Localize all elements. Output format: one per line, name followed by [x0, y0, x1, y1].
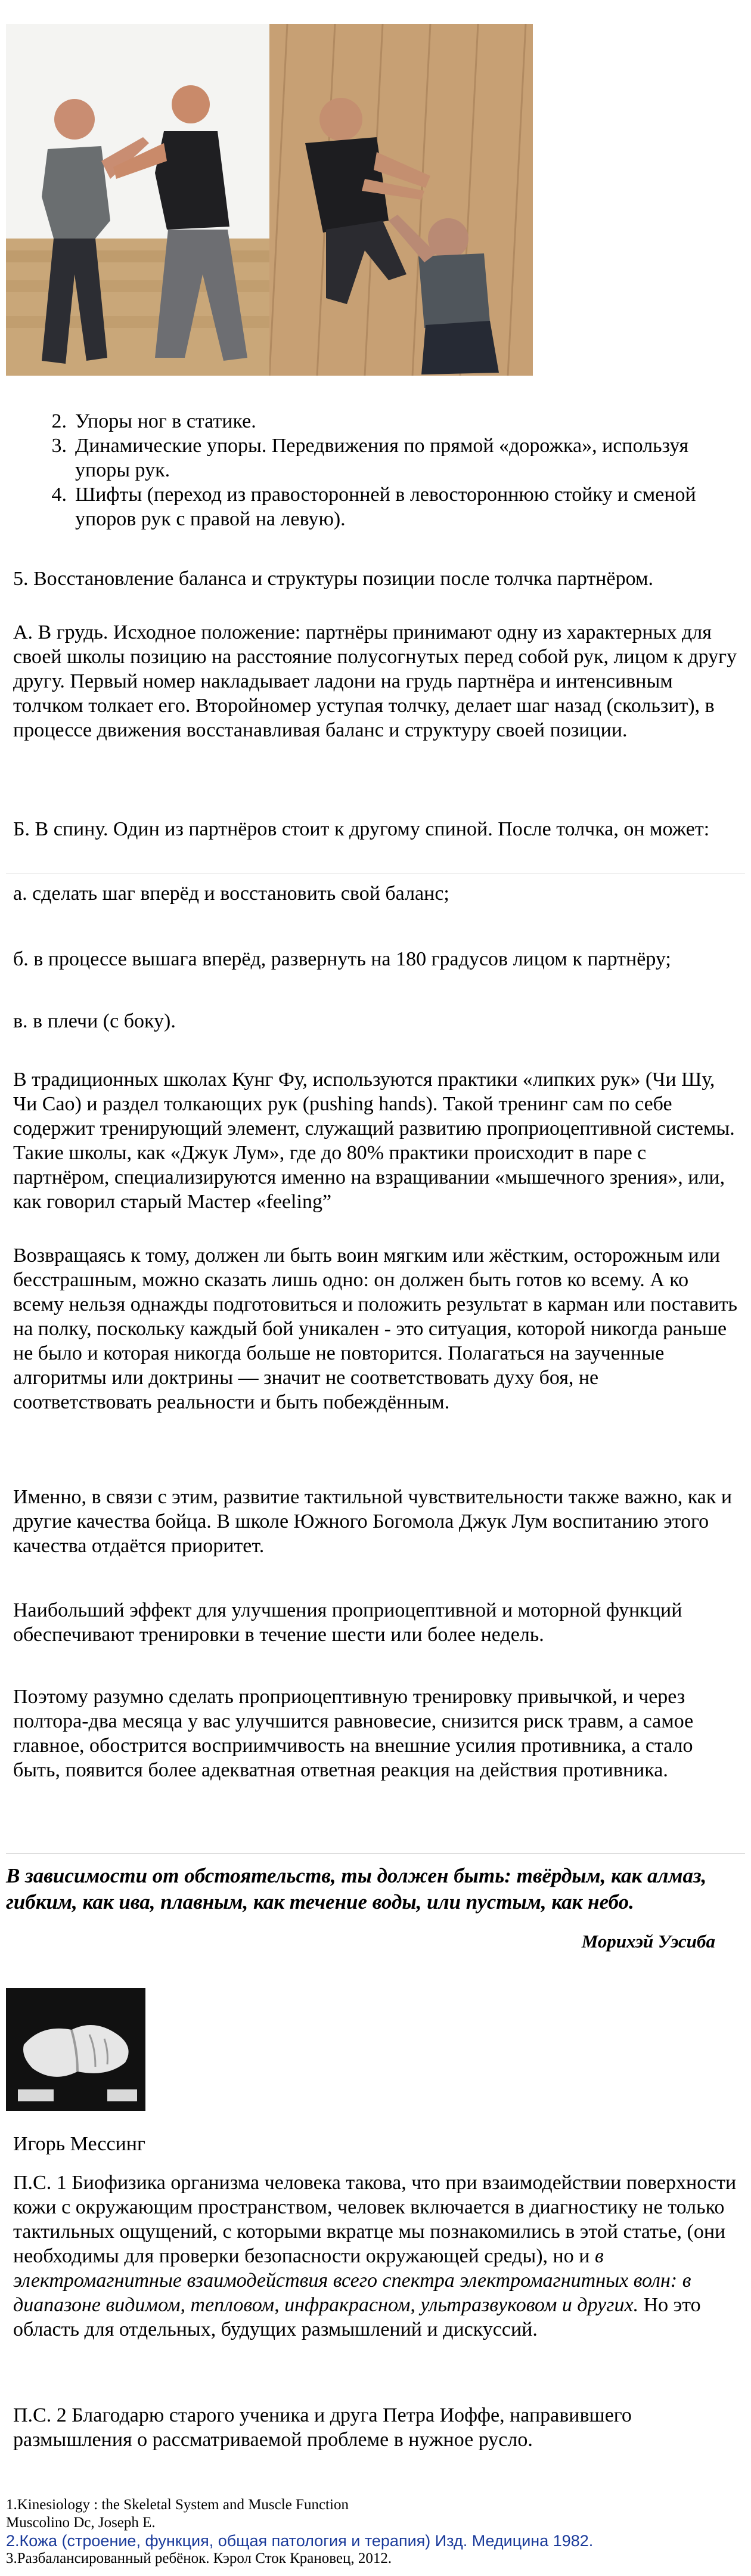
reference-1-author: Muscolino Dc, Joseph E.: [6, 2515, 156, 2531]
list-item: [13, 482, 738, 531]
list-item-number: 4.: [51, 484, 67, 506]
paragraph-back-push: Б. В спину. Один из партнёров стоит к другому спиной. После толчка, он может:: [13, 818, 710, 840]
ps1-text-end: Но это область для отдельных, будущих размышлений и дискуссий.: [13, 2294, 701, 2340]
photo-sparring-studio-image: [6, 24, 269, 376]
photo-sparring-studio: [6, 24, 269, 376]
list-item-text: Упоры ног в статике.: [75, 410, 256, 432]
photo-row: [6, 24, 533, 376]
photo-sparring-floor: [269, 24, 533, 376]
paragraph-option-v: в. в плечи (с боку).: [13, 1010, 176, 1032]
paragraph-warrior-readiness: Возвращаясь к тому, должен ли быть воин мягким или жёстким, осторожным или бесстрашным, можно сказать лишь одно: он должен быть готов ко всему. А ко всему нельзя однажды подготовиться и положить результат в карман или поставить на полку, поскольку каждый бой уникален - это ситуация, которой никогда раньше не было и которая никогда больше не повторится. Полагаться на заученные алгоритмы или доктрины — значит не соответствовать духу боя, не соответствовать реальности и быть побеждённым.: [13, 1244, 737, 1413]
paragraph-kungfu-practices: В традиционных школах Кунг Фу, используются практики «липких рук» (Чи Шу, Чи Сао) и раздел толкающих рук (pushing hands). Такой тренинг сам по себе содержит тренирующий элемент, служащий развитию проприоцептивной системы. Такие школы, как «Джук Лум», где до 80% практики происходит в паре с партнёром, специализируются именно на взращивании «мышечного зрения», или, как говорил старый Мастер «feeling”: [13, 1069, 735, 1213]
reference-1-title: 1.Kinesiology : the Skeletal System and Muscle Function: [6, 2497, 349, 2513]
photo-sparring-floor-image: [269, 24, 533, 376]
ps1-text-italic: в электромагнитные взаимодействия всего спектра электромагнитных волн: в диапазоне видимом, тепловом, инфракрасном, ультразвуковом и других.: [13, 2245, 691, 2316]
list-item-text: Динамические упоры. Передвижения по прямой «дорожка», используя упоры рук.: [75, 435, 689, 481]
references: [6, 2496, 745, 2568]
fist-palm-salute-icon: [6, 1988, 145, 2111]
divider: [6, 1853, 745, 1854]
paragraph-training-effect: Наибольший эффект для улучшения проприоцептивной и моторной функций обеспечивают тренировки в течение шести или более недель.: [13, 1599, 682, 1646]
paragraph-chest-push: А. В грудь. Исходное положение: партнёры принимают одну из характерных для своей школы позицию на расстояние полусогнутых перед собой рук, лицом к другу другу. Первый номер накладывает ладони на грудь партнёра и интенсивным толчком толкает его. Второйномер уступая толчку, делает шаг назад (скользит), в процессе движения восстанавливая баланс и структуру своей позиции.: [13, 621, 737, 741]
paragraph-ps1: [13, 2171, 738, 2342]
paragraph-balance-recovery: 5. Восстановление баланса и структуры позиции после толчка партнёром.: [13, 568, 653, 590]
paragraph-option-b: б. в процессе вышага вперёд, развернуть на 180 градусов лицом к партнёру;: [13, 948, 671, 970]
reference-3: 3.Разбалансированный ребёнок. Кэрол Сток Крановец, 2012.: [6, 2550, 392, 2566]
quote: В зависимости от обстоятельств, ты должен быть: твёрдым, как алмаз, гибким, как ива, плавным, как течение воды, или пустым, как небо.: [6, 1864, 707, 1914]
list-item-number: 3.: [51, 435, 67, 457]
paragraph-option-a: а. сделать шаг вперёд и восстановить свой баланс;: [13, 883, 449, 905]
numbered-list: [13, 409, 738, 531]
list-item: [13, 409, 738, 434]
list-item-number: 2.: [51, 410, 67, 432]
paragraph-tactile-sensitivity: Именно, в связи с этим, развитие тактильной чувствительности также важно, как и другие качества бойца. В школе Южного Богомола Джук Лум воспитанию этого качества отдаётся приоритет.: [13, 1486, 733, 1557]
fist-palm-salute-image: [6, 1988, 145, 2111]
ps1-text-start: П.С. 1 Биофизика организма человека такова, что при взаимодействии поверхности кожи с окружающим пространством, человек включается в диагностику не только тактильных ощущений, с которыми вкратце мы познакомились в этой статье, (они необходимы для проверки безопасности окружающей среды), но и: [13, 2172, 737, 2267]
reference-2-link[interactable]: 2.Кожа (строение, функция, общая патология и терапия) Изд. Медицина 1982.: [6, 2532, 594, 2550]
signature: Игорь Мессинг: [13, 2133, 145, 2155]
list-item: [13, 434, 738, 482]
list-item-text: Шифты (переход из правосторонней в левостороннюю стойку и сменой упоров рук с правой на левую).: [75, 484, 696, 530]
paragraph-training-habit: Поэтому разумно сделать проприоцептивную тренировку привычкой, и через полтора-два месяца у вас улучшится равновесие, снизится риск травм, а самое главное, обострится восприимчивость на внешние усилия противника, а стало быть, появится более адекватная ответная реакция на действия противника.: [13, 1686, 694, 1781]
quote-author: Морихэй Уэсиба: [581, 1931, 715, 1952]
paragraph-ps2: П.С. 2 Благодарю старого ученика и друга Петра Иоффе, направившего размышления о рассматриваемой проблеме в нужное русло.: [13, 2404, 632, 2451]
